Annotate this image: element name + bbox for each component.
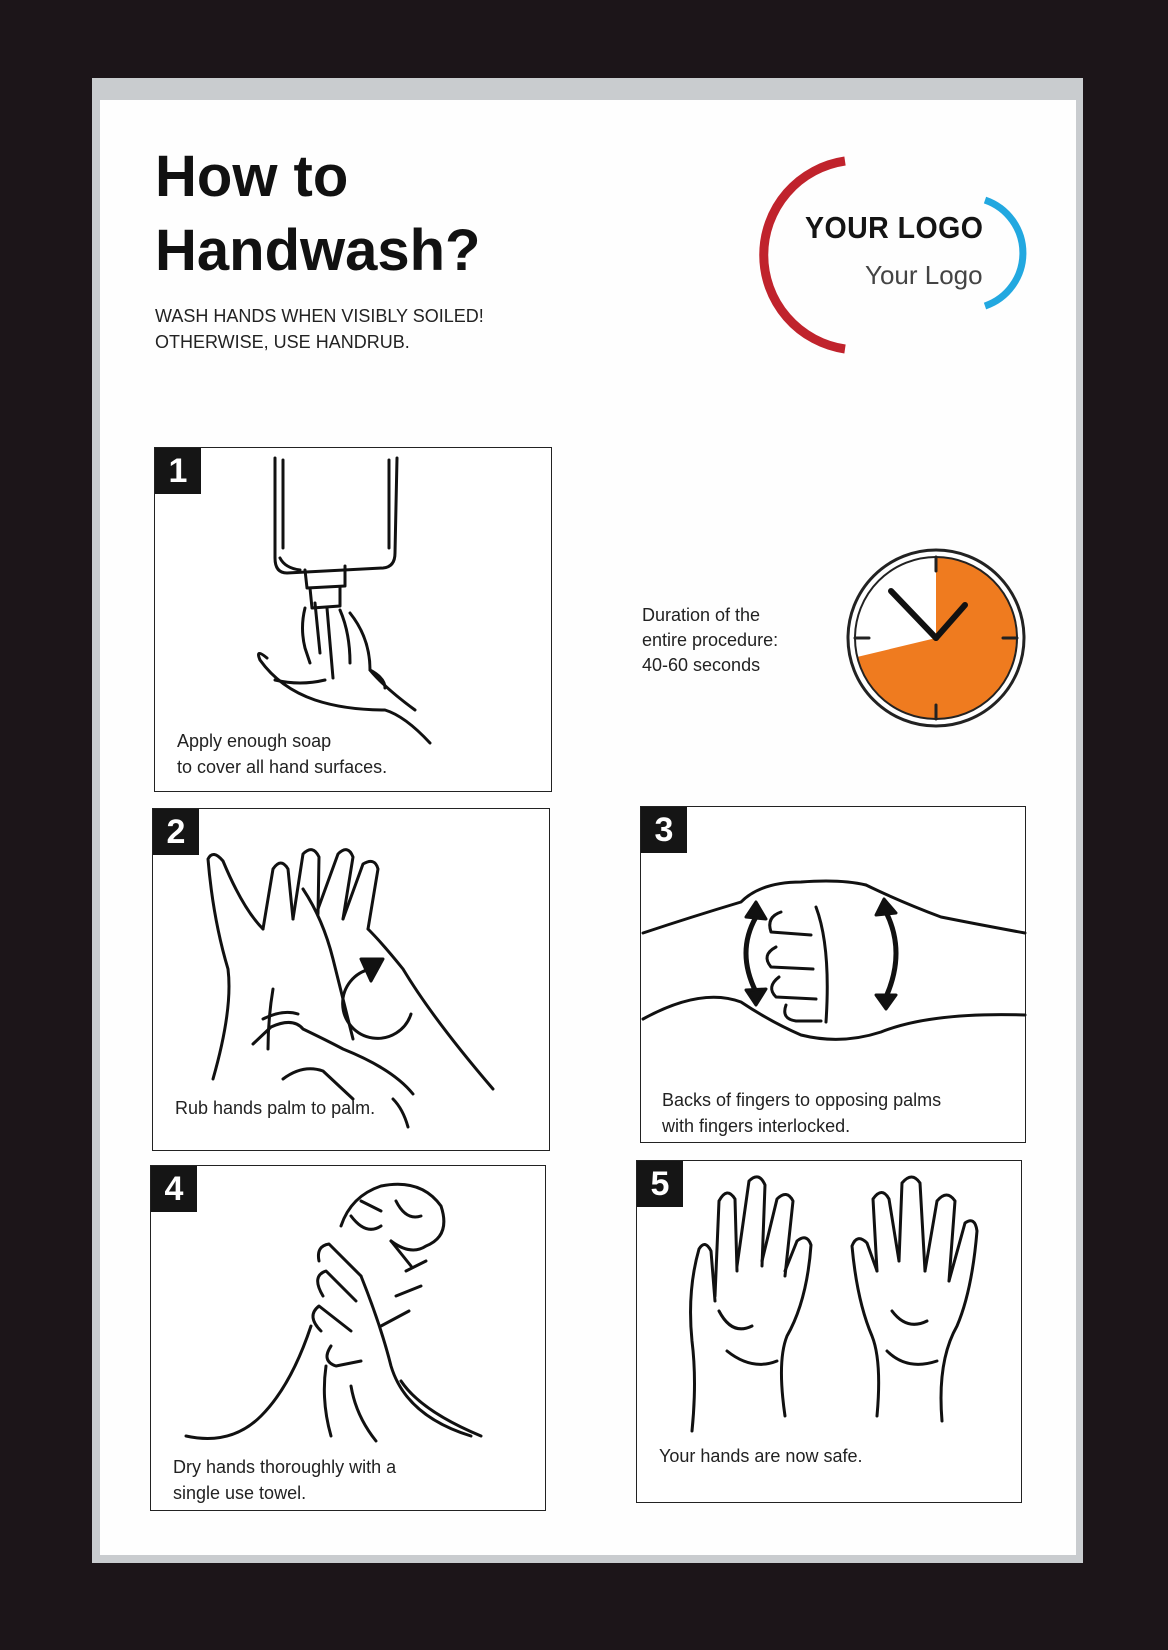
step-caption-3: [662, 1087, 941, 1139]
step-panel-3: [640, 806, 1026, 1143]
step-caption-4-line-1: Dry hands thoroughly with a: [173, 1457, 397, 1477]
poster-subtitle: [155, 303, 484, 355]
step-panel-5: [636, 1160, 1022, 1503]
step-panel-2: [152, 808, 550, 1151]
step-caption-3-line-2: with fingers interlocked.: [662, 1116, 851, 1136]
clock-icon: [843, 545, 1029, 731]
step-caption-1-line-2: to cover all hand surfaces.: [177, 757, 388, 777]
step-caption-1: [177, 728, 387, 780]
duration-line-3: 40-60 seconds: [642, 655, 761, 675]
step-number-4: 4: [151, 1166, 197, 1212]
step-number-3: 3: [641, 807, 687, 853]
step-caption-3-line-1: Backs of fingers to opposing palms: [662, 1090, 942, 1110]
step-panel-4: [150, 1165, 546, 1511]
duration-line-2: entire procedure:: [642, 630, 779, 650]
step-number-2: 2: [153, 809, 199, 855]
title-line-2: Handwash?: [155, 218, 481, 283]
logo-red-arc: [764, 161, 845, 349]
step-caption-4: [173, 1454, 396, 1506]
step-caption-1-line-1: Apply enough soap: [177, 731, 332, 751]
subtitle-line-1: WASH HANDS WHEN VISIBLY SOILED!: [155, 306, 484, 326]
step-panel-1: [154, 447, 552, 792]
title-line-1: How to: [155, 144, 349, 209]
step-number-1: 1: [155, 448, 201, 494]
arrow-left-icon: [746, 917, 756, 992]
step-number-5: 5: [637, 1161, 683, 1207]
step-caption-5-line-1: Your hands are now safe.: [659, 1446, 863, 1466]
logo-blue-arc: [985, 200, 1023, 306]
duration-text: [642, 603, 778, 678]
subtitle-line-2: OTHERWISE, USE HANDRUB.: [155, 332, 410, 352]
step-caption-4-line-2: single use towel.: [173, 1483, 307, 1503]
arrow-right-icon: [886, 912, 896, 997]
step-caption-2-line-1: Rub hands palm to palm.: [175, 1098, 376, 1118]
poster-title: [155, 140, 481, 288]
logo-subtext: Your Logo: [865, 260, 983, 290]
step-caption-5: [659, 1443, 862, 1469]
step-caption-2: [175, 1095, 375, 1121]
logo-text: YOUR LOGO: [805, 210, 984, 245]
duration-line-1: Duration of the: [642, 605, 761, 625]
